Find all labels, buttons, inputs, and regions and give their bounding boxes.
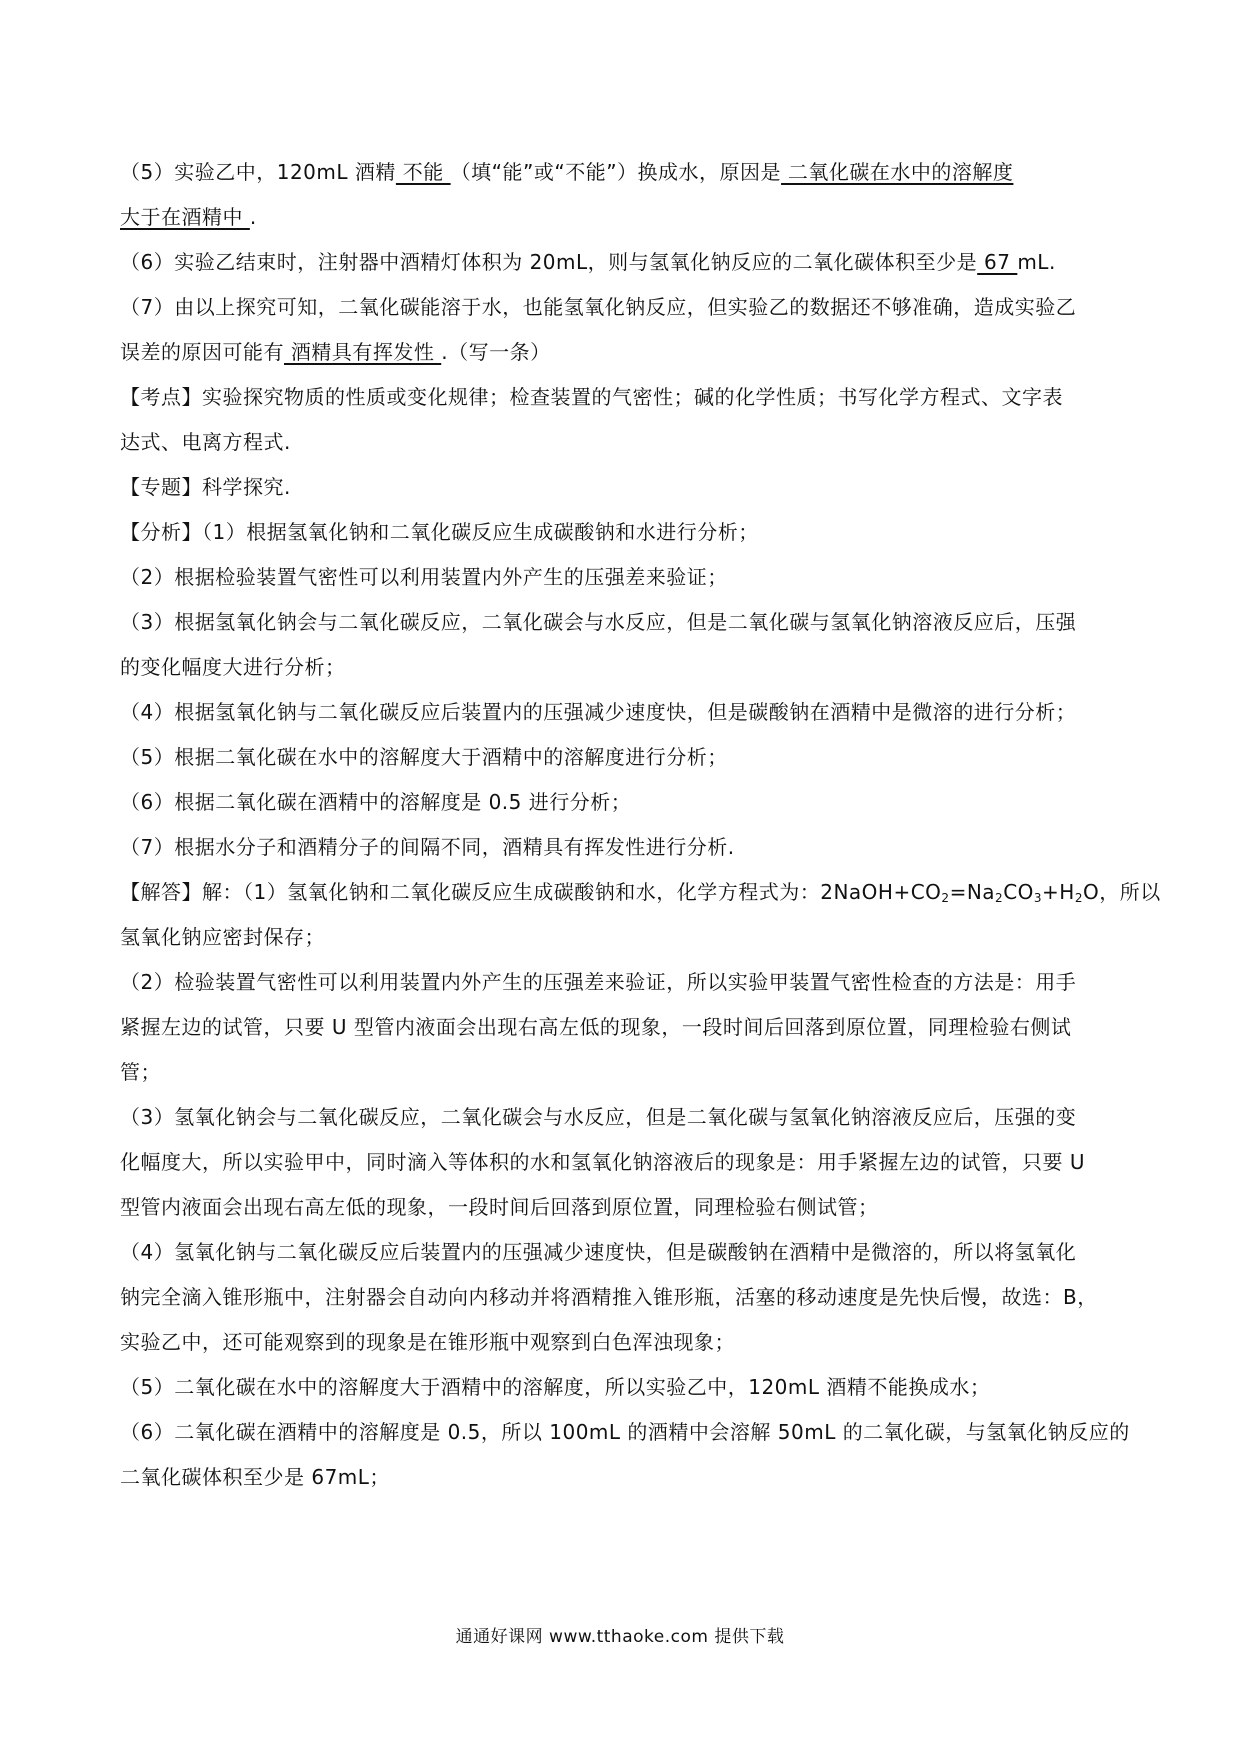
question-5-line-1 <box>120 150 1135 195</box>
jieda-3-line <box>120 1140 1135 1185</box>
jieda-2-line <box>120 1050 1135 1095</box>
q5-answer-blank-2: 二氧化碳在水中的溶解度 <box>781 160 1014 184</box>
kaodian-text: 【考点】实验探究物质的性质或变化规律；检查装置的气密性；碱的化学性质；书写化学方程式、文字表 <box>120 385 1063 409</box>
jieda-6-text: （6）二氧化碳在酒精中的溶解度是 0.5，所以 100mL 的酒精中会溶解 50mL 的二氧化碳，与氢氧化钠反应的 <box>120 1420 1130 1444</box>
kaodian-text-2: 达式、电离方程式. <box>120 430 291 454</box>
fenxi-line <box>120 780 1135 825</box>
jieda-4-text: （4）氢氧化钠与二氧化碳反应后装置内的压强减少速度快，但是碳酸钠在酒精中是微溶的，所以将氢氧化 <box>120 1240 1077 1264</box>
footer-source-text: 通通好课网 www.tthaoke.com 提供下载 <box>455 1627 785 1647</box>
question-5-line-2 <box>120 195 1135 240</box>
subscript: 2 <box>1074 891 1083 905</box>
zhuanti-line <box>120 465 1135 510</box>
fenxi-3: （3）根据氢氧化钠会与二氧化碳反应，二氧化碳会与水反应，但是二氧化碳与氢氧化钠溶液反应后，压强 <box>120 610 1077 634</box>
jieda-2-line <box>120 960 1135 1005</box>
q7-text: （7）由以上探究可知，二氧化碳能溶于水，也能氢氧化钠反应，但实验乙的数据还不够准确，造成实验乙 <box>120 295 1077 319</box>
fenxi-3-cont: 的变化幅度大进行分析； <box>120 655 346 679</box>
q6-answer-blank: 67 <box>977 250 1018 274</box>
jieda-6-line <box>120 1410 1135 1455</box>
q5-text-mid: （填“能”或“不能”）换成水，原因是 <box>450 160 782 184</box>
jieda-3-line <box>120 1095 1135 1140</box>
fenxi-line <box>120 735 1135 780</box>
fenxi-line <box>120 510 1135 555</box>
fenxi-line <box>120 600 1135 645</box>
jieda-6-text: 二氧化碳体积至少是 67mL； <box>120 1465 390 1489</box>
jieda-4-text: 钠完全滴入锥形瓶中，注射器会自动向内移动并将酒精推入锥形瓶，活塞的移动速度是先快后慢，故选：B， <box>120 1285 1098 1309</box>
q5-text: （5）实验乙中，120mL 酒精 <box>120 160 396 184</box>
zhuanti-text: 【专题】科学探究. <box>120 475 291 499</box>
q5-answer-blank-1: 不能 <box>395 160 451 184</box>
fenxi-4: （4）根据氢氧化钠与二氧化碳反应后装置内的压强减少速度快，但是碳酸钠在酒精中是微溶的进行分析； <box>120 700 1077 724</box>
question-6-line <box>120 240 1135 285</box>
formula-part: CO <box>1003 880 1034 904</box>
jieda-4-text: 实验乙中，还可能观察到的现象是在锥形瓶中观察到白色浑浊现象； <box>120 1330 735 1354</box>
fenxi-line <box>120 690 1135 735</box>
subscript: 2 <box>995 891 1004 905</box>
q6-end: mL. <box>1017 250 1056 274</box>
question-7-line-1 <box>120 285 1135 330</box>
jieda-1-text: 【解答】解：（1）氢氧化钠和二氧化碳反应生成碳酸钠和水，化学方程式为：2NaOH+CO <box>120 880 942 904</box>
q7-answer-blank: 酒精具有挥发性 <box>284 340 442 364</box>
q6-text: （6）实验乙结束时，注射器中酒精灯体积为 20mL，则与氢氧化钠反应的二氧化碳体积至少是 <box>120 250 978 274</box>
jieda-5-line <box>120 1365 1135 1410</box>
formula-part: +H <box>1042 880 1075 904</box>
q5-end: . <box>249 205 257 229</box>
fenxi-6: （6）根据二氧化碳在酒精中的溶解度是 0.5 进行分析； <box>120 790 632 814</box>
fenxi-1: 【分析】（1）根据氢氧化钠和二氧化碳反应生成碳酸钠和水进行分析； <box>120 520 759 544</box>
kaodian-line-2 <box>120 420 1135 465</box>
jieda-2-text: 紧握左边的试管，只要 U 型管内液面会出现右高左低的现象，一段时间后回落到原位置，同理检验右侧试 <box>120 1015 1072 1039</box>
document-body <box>120 150 1161 1500</box>
jieda-3-text: 化幅度大，所以实验甲中，同时滴入等体积的水和氢氧化钠溶液后的现象是：用手紧握左边的试管，只要 U <box>120 1150 1085 1174</box>
jieda-3-text: 型管内液面会出现右高左低的现象，一段时间后回落到原位置，同理检验右侧试管； <box>120 1195 879 1219</box>
jieda-2-text: 管； <box>120 1060 161 1084</box>
jieda-1-line-2 <box>120 915 1135 960</box>
fenxi-line <box>120 825 1135 870</box>
fenxi-line <box>120 645 1135 690</box>
jieda-1-text-2: 氢氧化钠应密封保存； <box>120 925 325 949</box>
jieda-2-text: （2）检验装置气密性可以利用装置内外产生的压强差来验证，所以实验甲装置气密性检查的方法是：用手 <box>120 970 1077 994</box>
jieda-1-line-1 <box>120 870 1161 915</box>
jieda-4-line <box>120 1275 1135 1320</box>
kaodian-line-1 <box>120 375 1135 420</box>
fenxi-line <box>120 555 1135 600</box>
jieda-1-end: O，所以 <box>1082 880 1161 904</box>
q5-answer-blank-2-cont: 大于在酒精中 <box>120 205 250 229</box>
fenxi-2: （2）根据检验装置气密性可以利用装置内外产生的压强差来验证； <box>120 565 728 589</box>
q7-end: .（写一条） <box>441 340 551 364</box>
jieda-3-line <box>120 1185 1135 1230</box>
fenxi-7: （7）根据水分子和酒精分子的间隔不同，酒精具有挥发性进行分析. <box>120 835 735 859</box>
jieda-2-line <box>120 1005 1135 1050</box>
jieda-4-line <box>120 1230 1135 1275</box>
formula-part: =Na <box>949 880 996 904</box>
subscript: 3 <box>1033 891 1043 905</box>
fenxi-5: （5）根据二氧化碳在水中的溶解度大于酒精中的溶解度进行分析； <box>120 745 728 769</box>
jieda-6-line <box>120 1455 1135 1500</box>
jieda-4-line <box>120 1320 1135 1365</box>
question-7-line-2 <box>120 330 1135 375</box>
subscript: 2 <box>941 891 950 905</box>
jieda-3-text: （3）氢氧化钠会与二氧化碳反应，二氧化碳会与水反应，但是二氧化碳与氢氧化钠溶液反应后，压强的变 <box>120 1105 1077 1129</box>
jieda-5-text: （5）二氧化碳在水中的溶解度大于酒精中的溶解度，所以实验乙中，120mL 酒精不能换成水； <box>120 1375 991 1399</box>
q7-text-2: 误差的原因可能有 <box>120 340 284 364</box>
